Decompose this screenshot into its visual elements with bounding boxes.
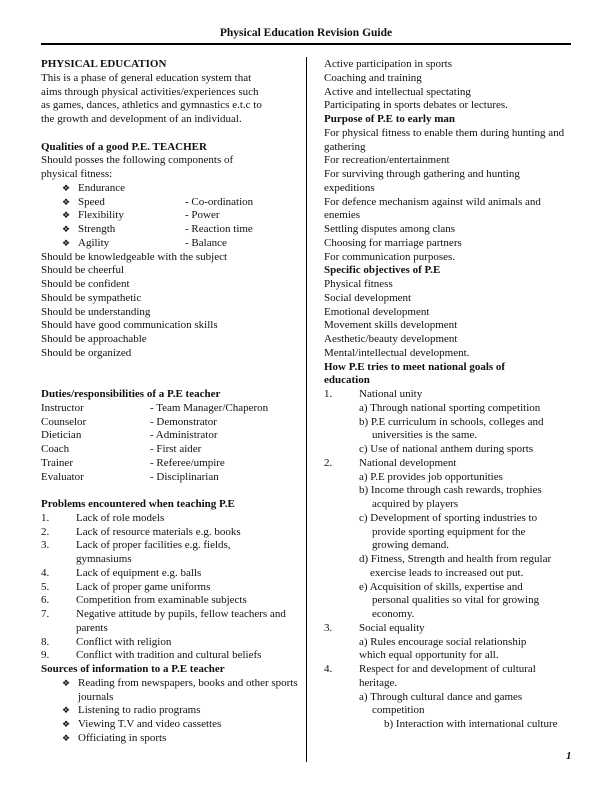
purpose-item: For communication purposes. — [324, 250, 456, 263]
goal-title: National development — [359, 456, 457, 469]
section-heading: Problems encountered when teaching P.E — [41, 498, 235, 510]
fitness-component — [41, 196, 299, 210]
fitness-component — [41, 182, 299, 196]
duty-right: - Team Manager/Chaperon — [150, 401, 269, 414]
item-number: 8. — [41, 635, 50, 648]
qualities-line: physical fitness: — [41, 168, 113, 180]
duty-row — [41, 416, 299, 430]
problem-item — [41, 581, 299, 595]
bullet-icon: ❖ — [62, 238, 71, 249]
bullet-icon: ❖ — [62, 706, 71, 717]
objective-item: Mental/intellectual development. — [324, 346, 470, 359]
source-text: Viewing T.V and video cassettes — [78, 718, 222, 730]
component-label: - Balance — [185, 236, 227, 249]
objective-item: Emotional development — [324, 305, 430, 318]
trait-line: Should be sympathetic — [41, 291, 142, 304]
item-number: 1. — [324, 388, 333, 400]
duty-row — [41, 443, 299, 457]
problem-item — [41, 649, 299, 663]
purpose-item: For recreation/entertainment — [324, 154, 450, 167]
problem-item — [41, 636, 299, 650]
component-label: Flexibility — [78, 209, 124, 222]
goal-sub-item: c) Development of sporting industries to provide sporting equipment for the growing demand. — [359, 511, 538, 552]
objective-item: Aesthetic/beauty development — [324, 333, 458, 345]
item-number: 3. — [41, 539, 50, 552]
duty-left: Dietician — [41, 429, 82, 442]
source-text: Officiating in sports — [78, 731, 167, 744]
source-text: Listening to radio programs — [78, 704, 201, 717]
goal-sub-item: d) Fitness, Strength and health from regular exercise leads to increased out put. — [359, 553, 552, 579]
purpose-item: For defence mechanism against wild animals and enemies — [324, 195, 541, 222]
objective-item: Movement skills development — [324, 319, 458, 332]
component-label: - Reaction time — [185, 223, 253, 235]
trait-line: Should be knowledgeable with the subject — [41, 250, 228, 263]
problem-item — [41, 526, 299, 540]
goal-sub-item: b) P.E curriculum in schools, colleges and universities is the same. — [359, 415, 544, 442]
goal-title: Social equality — [359, 621, 425, 634]
intro-line: This is a phase of general education system that — [41, 71, 252, 84]
header-rule — [41, 43, 571, 45]
fitness-component — [41, 237, 299, 251]
duty-row — [41, 471, 299, 485]
bullet-icon: ❖ — [62, 197, 71, 208]
source-item — [41, 677, 299, 705]
item-text: Conflict with tradition and cultural beliefs — [76, 649, 262, 662]
item-number: 4. — [324, 663, 333, 675]
page-header-title: Physical Education Revision Guide — [219, 27, 393, 39]
section-heading: Purpose of P.E to early man — [324, 113, 455, 125]
section-heading: Specific objectives of P.E — [324, 264, 441, 277]
problem-item — [41, 512, 299, 526]
trait-line: Should be confident — [41, 278, 130, 290]
goal-sub-item: e) Acquisition of skills, expertise and personal qualities so vital for growing economy. — [359, 580, 540, 620]
source-continued: Active participation in sports — [324, 58, 452, 70]
trait-line: Should be approachable — [41, 333, 147, 345]
item-number: 2. — [324, 456, 333, 469]
source-text: Reading from newspapers, books and other sports journals — [78, 676, 298, 703]
intro-line: aims through physical activities/experiences such — [41, 85, 259, 98]
duty-row — [41, 402, 299, 416]
item-number: 9. — [41, 649, 50, 662]
goal-sub-item: a) Rules encourage social relationship which equal opportunity for all. — [359, 635, 527, 662]
item-number: 4. — [41, 566, 50, 579]
goal-section — [324, 663, 574, 691]
duty-left: Coach — [41, 443, 70, 455]
duty-left: Evaluator — [41, 470, 84, 483]
component-label: Strength — [78, 223, 116, 235]
goal-section — [324, 622, 574, 636]
item-text: Lack of proper facilities e.g. fields, gymnasiums — [76, 539, 231, 565]
section-heading: Duties/responsibilities of a P.E teacher — [41, 388, 221, 400]
component-label: Speed — [78, 195, 105, 208]
duty-row — [41, 457, 299, 471]
item-text: Competition from examinable subjects — [76, 594, 247, 607]
problem-item — [41, 567, 299, 581]
bullet-icon: ❖ — [62, 183, 71, 194]
right-column — [324, 58, 574, 732]
duty-row — [41, 429, 299, 443]
bullet-icon: ❖ — [62, 225, 71, 235]
source-continued: Participating in sports debates or lectures. — [324, 99, 508, 112]
duty-left: Counselor — [41, 415, 87, 428]
goal-section — [324, 388, 574, 402]
objective-item: Physical fitness — [324, 278, 393, 290]
component-label: - Co-ordination — [185, 195, 254, 208]
duty-left: Instructor — [41, 401, 84, 414]
left-column — [41, 58, 299, 746]
source-item — [41, 718, 299, 732]
purpose-item: Settling disputes among clans — [324, 223, 456, 235]
item-number: 1. — [41, 511, 50, 524]
goal-sub-item: b) Interaction with international culture — [384, 718, 558, 730]
trait-line: Should be cheerful — [41, 264, 125, 277]
item-text: Lack of proper game uniforms — [76, 580, 211, 593]
item-text: Lack of equipment e.g. balls — [76, 566, 202, 579]
problem-item — [41, 539, 299, 567]
item-number: 2. — [41, 525, 50, 538]
component-label: Agility — [78, 236, 110, 249]
section-heading: PHYSICAL EDUCATION — [41, 58, 167, 70]
goal-sub-item: c) Use of national anthem during sports — [359, 443, 534, 455]
section-heading: Sources of information to a P.E teacher — [41, 663, 225, 675]
duty-right: - Referee/umpire — [150, 456, 225, 469]
bullet-icon: ❖ — [62, 733, 71, 744]
purpose-item: Choosing for marriage partners — [324, 236, 462, 249]
item-text: Lack of resource materials e.g. books — [76, 525, 241, 538]
intro-line: as games, dances, athletics and gymnastics e.t.c to — [41, 99, 262, 112]
objective-item: Social development — [324, 291, 412, 304]
section-heading: Qualities of a good P.E. TEACHER — [41, 140, 207, 153]
goal-title: Respect for and development of cultural heritage. — [359, 663, 536, 689]
bullet-icon: ❖ — [62, 720, 71, 730]
item-text: Conflict with religion — [76, 635, 172, 648]
goal-title: National unity — [359, 388, 423, 400]
purpose-item: For surviving through gathering and hunting expeditions — [324, 168, 520, 194]
item-number: 5. — [41, 580, 50, 593]
source-continued: Active and intellectual spectating — [324, 85, 471, 98]
duty-right: - Administrator — [150, 429, 218, 442]
duty-right: - First aider — [150, 443, 202, 455]
page-number: 1 — [566, 750, 572, 762]
item-number: 6. — [41, 594, 50, 607]
item-text: Lack of role models — [76, 511, 165, 524]
item-number: 7. — [41, 608, 50, 620]
problem-item — [41, 608, 299, 636]
goal-sub-item: a) Through national sporting competition — [359, 401, 541, 414]
goal-sub-item: a) P.E provides job opportunities — [359, 470, 503, 483]
component-label: - Power — [185, 209, 220, 222]
source-continued: Coaching and training — [324, 71, 422, 84]
duty-left: Trainer — [41, 456, 73, 469]
trait-line: Should be organized — [41, 346, 132, 359]
item-number: 3. — [324, 621, 333, 634]
goal-sub-item: a) Through cultural dance and games competition — [359, 690, 523, 717]
purpose-item: For physical fitness to enable them during hunting and gathering — [324, 126, 565, 153]
source-item — [41, 732, 299, 746]
trait-line: Should have good communication skills — [41, 319, 218, 332]
section-heading: How P.E tries to meet national goals of education — [324, 360, 506, 387]
source-item — [41, 704, 299, 718]
component-label: Endurance — [78, 181, 126, 194]
duty-right: - Disciplinarian — [150, 470, 219, 483]
problem-item — [41, 594, 299, 608]
duty-right: - Demonstrator — [150, 415, 217, 428]
trait-line: Should be understanding — [41, 305, 151, 318]
qualities-line: Should posses the following components of — [41, 154, 234, 167]
goal-sub-item: b) Income through cash rewards, trophies acquired by players — [359, 484, 542, 510]
goal-section — [324, 457, 574, 471]
fitness-component — [41, 223, 299, 237]
item-text: Negative attitude by pupils, fellow teachers and parents — [76, 608, 286, 634]
fitness-component — [41, 209, 299, 223]
bullet-icon: ❖ — [62, 211, 71, 222]
bullet-icon: ❖ — [62, 678, 71, 689]
column-divider — [306, 57, 307, 762]
intro-line: the growth and development of an individual. — [41, 113, 242, 125]
